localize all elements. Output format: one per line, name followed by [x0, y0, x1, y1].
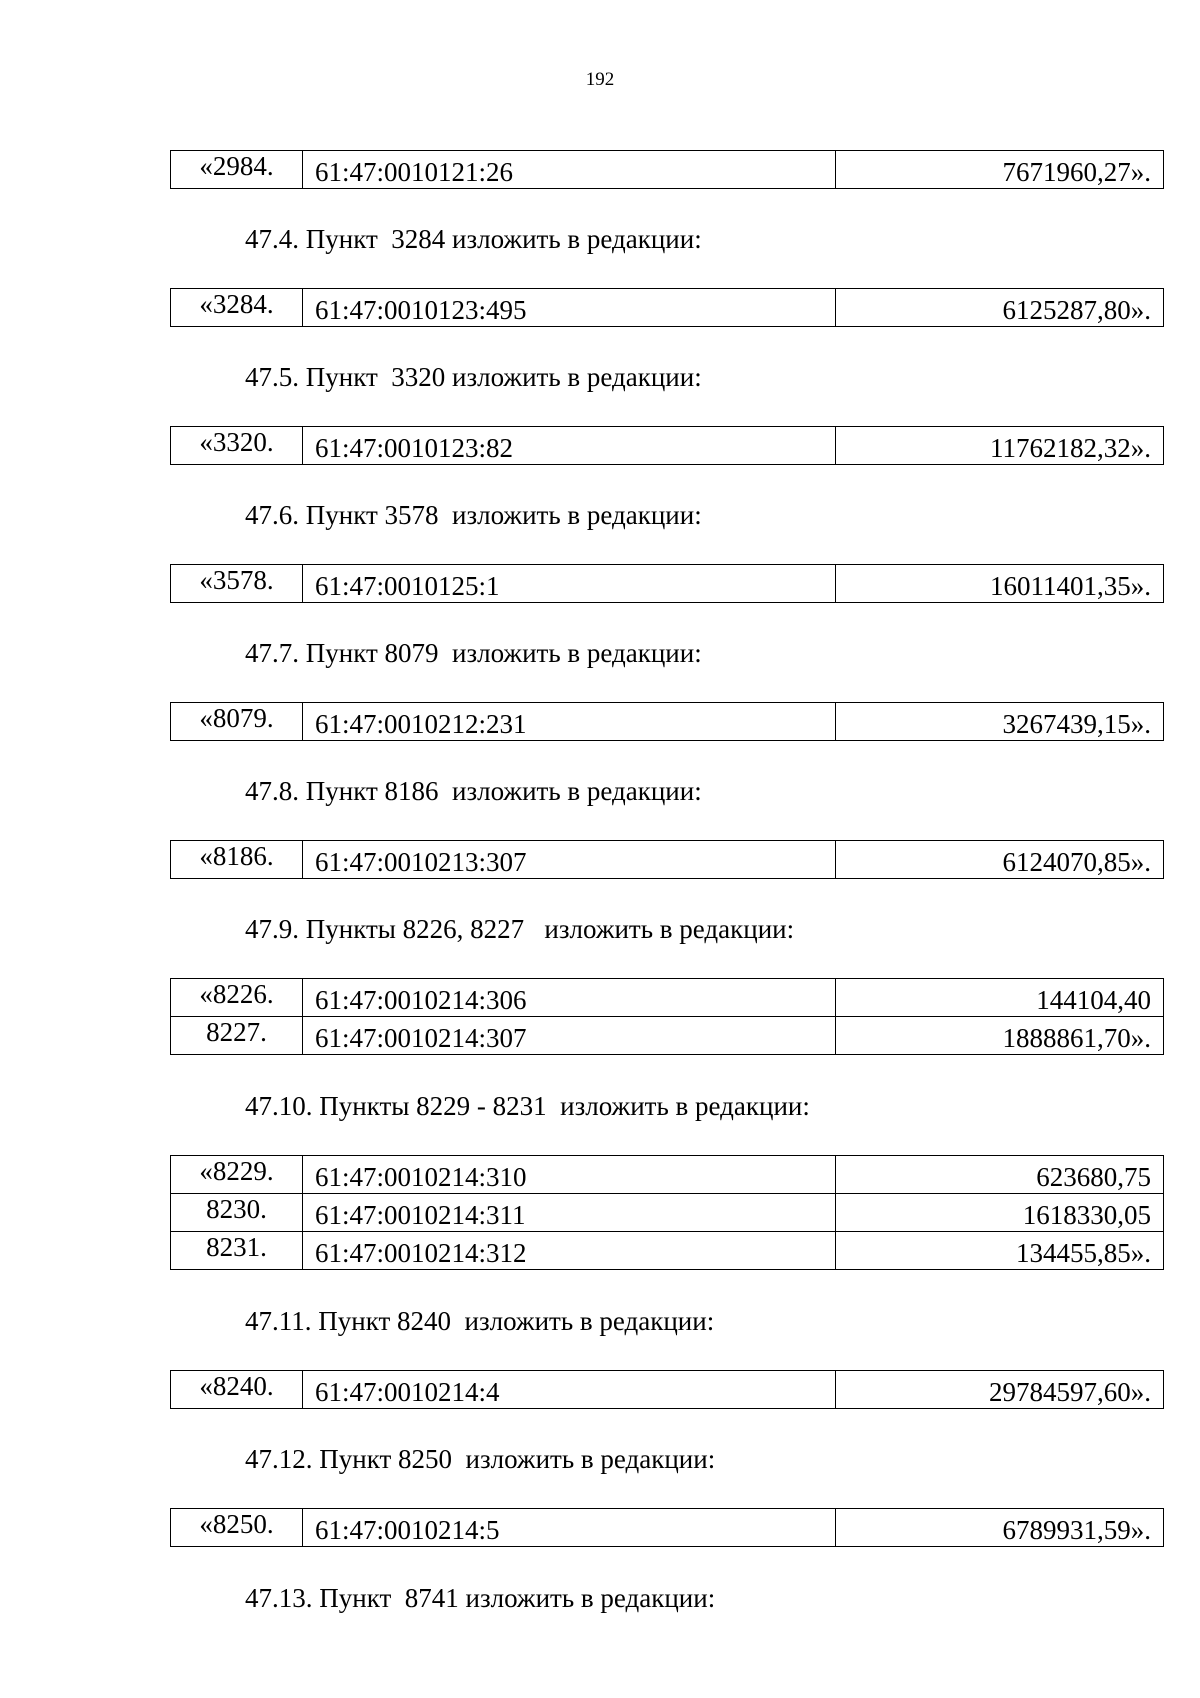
amendment-paragraph: 47.7. Пункт 8079 изложить в редакции:	[245, 638, 702, 668]
amendment-table	[170, 978, 1164, 1055]
item-number-cell	[171, 1232, 303, 1270]
table-row	[171, 1194, 1164, 1232]
table-row	[171, 1156, 1164, 1194]
cadastral-value: 144104,40	[836, 979, 1164, 1017]
amendment-table	[170, 1370, 1164, 1409]
amendment-paragraph: 47.11. Пункт 8240 изложить в редакции:	[245, 1306, 715, 1336]
amendment-paragraph: 47.10. Пункты 8229 - 8231 изложить в редакции:	[245, 1091, 810, 1121]
amendment-table	[170, 1155, 1164, 1270]
amendment-paragraph: 47.13. Пункт 8741 изложить в редакции:	[245, 1583, 716, 1613]
cadastral-number: 61:47:0010213:307	[303, 841, 836, 879]
item-number-cell	[171, 1156, 303, 1194]
item-number: «2984.	[199, 151, 274, 181]
table-row	[171, 1017, 1164, 1055]
cadastral-value: 6789931,59».	[836, 1509, 1164, 1547]
item-number-cell	[171, 1371, 303, 1409]
cadastral-value: 1888861,70».	[836, 1017, 1164, 1055]
item-number: «3578.	[199, 565, 274, 595]
item-number-cell	[171, 427, 303, 465]
cadastral-value: 3267439,15».	[836, 703, 1164, 741]
cadastral-number: 61:47:0010214:306	[303, 979, 836, 1017]
cadastral-number: 61:47:0010214:312	[303, 1232, 836, 1270]
item-number-cell	[171, 1509, 303, 1547]
cadastral-value: 6124070,85».	[836, 841, 1164, 879]
cadastral-number: 61:47:0010123:82	[303, 427, 836, 465]
amendment-table	[170, 1508, 1164, 1547]
table-row	[171, 1371, 1164, 1409]
item-number: «8229.	[199, 1156, 274, 1186]
cadastral-number: 61:47:0010214:307	[303, 1017, 836, 1055]
table-row	[171, 151, 1164, 189]
amendment-table	[170, 150, 1164, 189]
table-row	[171, 1509, 1164, 1547]
cadastral-number: 61:47:0010214:310	[303, 1156, 836, 1194]
item-number-cell	[171, 841, 303, 879]
amendment-paragraph: 47.12. Пункт 8250 изложить в редакции:	[245, 1444, 716, 1474]
cadastral-value: 1618330,05	[836, 1194, 1164, 1232]
item-number: 8230.	[206, 1194, 267, 1224]
cadastral-number: 61:47:0010214:5	[303, 1509, 836, 1547]
item-number: «8186.	[199, 841, 274, 871]
item-number: «8250.	[199, 1509, 274, 1539]
amendment-paragraph: 47.5. Пункт 3320 изложить в редакции:	[245, 362, 702, 392]
item-number-cell	[171, 979, 303, 1017]
cadastral-number: 61:47:0010125:1	[303, 565, 836, 603]
amendment-table	[170, 426, 1164, 465]
item-number: «3284.	[199, 289, 274, 319]
amendment-paragraph: 47.4. Пункт 3284 изложить в редакции:	[245, 224, 702, 254]
amendment-paragraph: 47.6. Пункт 3578 изложить в редакции:	[245, 500, 702, 530]
item-number-cell	[171, 565, 303, 603]
cadastral-value: 11762182,32».	[836, 427, 1164, 465]
item-number-cell	[171, 703, 303, 741]
amendment-table	[170, 564, 1164, 603]
item-number-cell	[171, 151, 303, 189]
cadastral-value: 6125287,80».	[836, 289, 1164, 327]
cadastral-number: 61:47:0010214:4	[303, 1371, 836, 1409]
cadastral-number: 61:47:0010214:311	[303, 1194, 836, 1232]
cadastral-value: 134455,85».	[836, 1232, 1164, 1270]
item-number-cell	[171, 289, 303, 327]
page-number: 192	[585, 69, 615, 90]
item-number: «3320.	[199, 427, 274, 457]
table-row	[171, 1232, 1164, 1270]
amendment-table	[170, 702, 1164, 741]
cadastral-value: 16011401,35».	[836, 565, 1164, 603]
table-row	[171, 979, 1164, 1017]
cadastral-number: 61:47:0010121:26	[303, 151, 836, 189]
item-number: 8231.	[206, 1232, 267, 1262]
table-row	[171, 841, 1164, 879]
table-row	[171, 427, 1164, 465]
item-number: 8227.	[206, 1017, 267, 1047]
item-number-cell	[171, 1017, 303, 1055]
cadastral-value: 623680,75	[836, 1156, 1164, 1194]
cadastral-number: 61:47:0010123:495	[303, 289, 836, 327]
amendment-paragraph: 47.9. Пункты 8226, 8227 изложить в редакции:	[245, 914, 795, 944]
amendment-table	[170, 288, 1164, 327]
table-row	[171, 289, 1164, 327]
table-row	[171, 565, 1164, 603]
item-number: «8240.	[199, 1371, 274, 1401]
table-row	[171, 703, 1164, 741]
amendment-table	[170, 840, 1164, 879]
item-number: «8226.	[199, 979, 274, 1009]
item-number-cell	[171, 1194, 303, 1232]
item-number: «8079.	[199, 703, 274, 733]
cadastral-value: 7671960,27».	[836, 151, 1164, 189]
amendment-paragraph: 47.8. Пункт 8186 изложить в редакции:	[245, 776, 702, 806]
cadastral-value: 29784597,60».	[836, 1371, 1164, 1409]
cadastral-number: 61:47:0010212:231	[303, 703, 836, 741]
